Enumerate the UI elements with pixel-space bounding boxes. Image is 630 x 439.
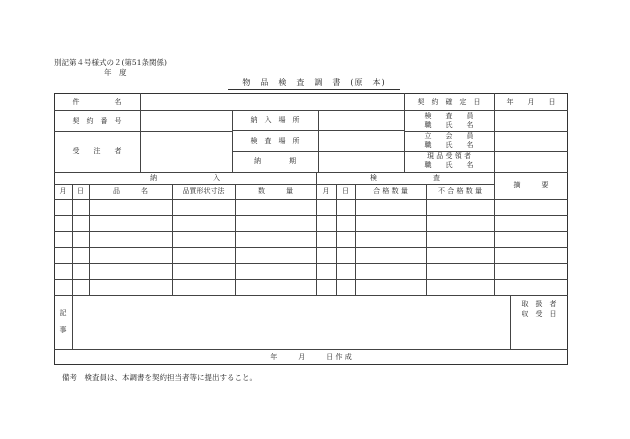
contractor-label: 受 注 者 <box>72 147 122 155</box>
contract-number-label: 契 約 番 号 <box>72 117 122 125</box>
title-underline <box>228 89 400 90</box>
row-line <box>54 231 568 232</box>
col-line <box>140 93 141 172</box>
handler-label: 取 扱 者 <box>521 300 557 308</box>
col-line <box>72 184 73 295</box>
col-line <box>172 184 173 295</box>
form-reference: 別記第４号様式の２(第51条関係) <box>54 58 167 67</box>
row-line <box>54 279 568 280</box>
inspector-title-label: 検 査 員 <box>424 112 474 120</box>
contract-date-value: 年 月 日 <box>506 98 556 106</box>
row-line <box>54 199 568 200</box>
contract-date-label: 契 約 確 定 日 <box>417 98 481 106</box>
delivery-deadline-label: 納 期 <box>254 157 296 165</box>
col-line <box>318 110 319 172</box>
fiscal-year-label: 年 度 <box>104 68 127 77</box>
footer-note: 備考 検査員は、本調書を契約担当者等に提出すること。 <box>62 373 257 382</box>
col-item-name: 品 名 <box>113 187 148 195</box>
receipt-date-label: 収 受 日 <box>521 310 557 318</box>
col-line <box>72 295 73 349</box>
inspector-name-label: 職 氏 名 <box>424 121 474 129</box>
witness-name-label: 職 氏 名 <box>424 141 474 149</box>
custodian-name-label: 職 氏 名 <box>424 161 474 169</box>
delivery-place-label: 納 入 場 所 <box>250 116 300 124</box>
col-spec: 品質形状寸法 <box>182 187 225 195</box>
remarks-label-bottom: 事 <box>59 326 67 334</box>
row-line <box>54 172 568 173</box>
summary-header: 摘 要 <box>513 181 549 189</box>
row-line <box>54 110 568 111</box>
row-line <box>54 184 494 185</box>
col-day: 日 <box>77 187 84 195</box>
col-passed-quantity: 合 格 数 量 <box>373 187 408 195</box>
created-date-label: 年 月 日 作 成 <box>270 353 352 361</box>
row-line <box>54 131 232 132</box>
col-line <box>235 184 236 295</box>
col-line <box>494 93 495 295</box>
row-line <box>54 263 568 264</box>
col-line <box>89 184 90 295</box>
delivery-group-header: 納 入 <box>150 174 220 182</box>
col-quantity: 数 量 <box>258 187 293 195</box>
item-name-label: 件 名 <box>72 98 122 106</box>
remarks-label-top: 記 <box>59 309 67 317</box>
col-line <box>426 184 427 295</box>
inspection-place-label: 検 査 場 所 <box>250 137 300 145</box>
col-line <box>336 184 337 295</box>
col-inspection-month: 月 <box>322 187 330 195</box>
col-failed-quantity: 不 合 格 数 量 <box>438 187 482 195</box>
col-inspection-day: 日 <box>342 187 349 195</box>
document-title: 物 品 検 査 調 書 (原 本) <box>242 78 386 87</box>
row-line <box>54 349 568 350</box>
inspection-group-header: 検 査 <box>370 174 440 182</box>
col-line <box>355 184 356 295</box>
row-line <box>54 247 568 248</box>
row-line <box>54 295 568 296</box>
custodian-title-label: 現 品 受 領 者 <box>427 152 471 160</box>
col-month: 月 <box>59 187 67 195</box>
row-line <box>54 215 568 216</box>
witness-title-label: 立 会 員 <box>424 132 474 140</box>
